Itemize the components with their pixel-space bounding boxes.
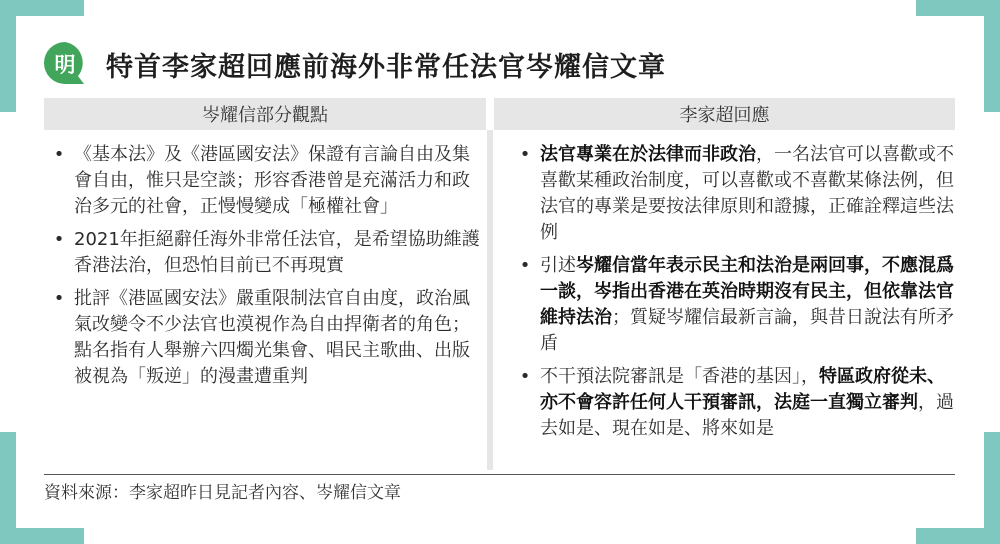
left-column: [44, 142, 482, 397]
right-column: [510, 142, 955, 449]
item-text-pre: 不干預法院審訊是「香港的基因」，: [540, 366, 819, 387]
logo-char: 明: [54, 53, 76, 77]
corner-bracket-bottom-left: [0, 432, 16, 544]
item-text: [540, 364, 955, 442]
divider-line: [44, 474, 955, 475]
item-text-post: ，一名法官可以喜歡或不喜歡某種政治制度，可以喜歡或不喜歡某條法例，但法官的專業是要按法律原則和證據，正確詮釋這些法例: [540, 144, 954, 243]
bullet-icon: •: [53, 229, 65, 250]
bullet-icon: •: [519, 366, 531, 387]
item-text: 2021年拒絕辭任海外非常任法官，是希望協助維護香港法治，但恐怕目前已不再現實: [74, 229, 480, 276]
item-text: [540, 253, 955, 357]
title-row: [44, 40, 666, 88]
list-item: [44, 286, 482, 390]
list-item: [44, 227, 482, 279]
item-text-post: ；質疑岑耀信最新言論，與昔日說法有所矛盾: [540, 307, 954, 354]
item-text-pre: 引述: [540, 255, 576, 276]
ming-pao-logo: [44, 39, 94, 89]
list-item: [44, 142, 482, 220]
right-column-header: 李家超回應: [494, 98, 955, 130]
list-item: [510, 253, 955, 357]
bullet-icon: •: [53, 144, 65, 165]
column-divider: [487, 130, 493, 470]
page-title: 特首李家超回應前海外非常任法官岑耀信文章: [106, 51, 666, 83]
left-column-header: 岑耀信部分觀點: [44, 98, 486, 130]
bullet-icon: •: [519, 255, 531, 276]
corner-bracket-top-left: [0, 0, 16, 112]
corner-bracket-top-right: [984, 0, 1000, 112]
item-text-bold: 法官專業在於法律而非政治: [540, 144, 756, 165]
list-item: [510, 364, 955, 442]
source-note: 資料來源：李家超昨日見記者內容、岑耀信文章: [44, 483, 401, 503]
corner-bracket-bottom-right: [984, 432, 1000, 544]
item-text-post: ，過去如是、現在如是、將來如是: [540, 392, 954, 439]
item-text: 批評《港區國安法》嚴重限制法官自由度，政治風氣改變令不少法官也漠視作為自由捍衛者的角色；點名指有人舉辦六四燭光集會、唱民主歌曲、出版被視為「叛逆」的漫畫遭重判: [74, 288, 470, 387]
item-text-bold: 岑耀信當年表示民主和法治是兩回事，不應混爲一談，岑指出香港在英治時期沒有民主，但依靠法官維持法治: [540, 255, 954, 328]
item-text: 《基本法》及《港區國安法》保證有言論自由及集會自由，惟只是空談；形容香港曾是充滿活力和政治多元的社會，正慢慢變成「極權社會」: [74, 144, 470, 217]
bullet-icon: •: [53, 288, 65, 309]
list-item: [510, 142, 955, 246]
bullet-icon: •: [519, 144, 531, 165]
item-text: [540, 142, 955, 246]
item-text-bold: 特區政府從未、亦不會容許任何人干預審訊，法庭一直獨立審判: [540, 366, 945, 413]
